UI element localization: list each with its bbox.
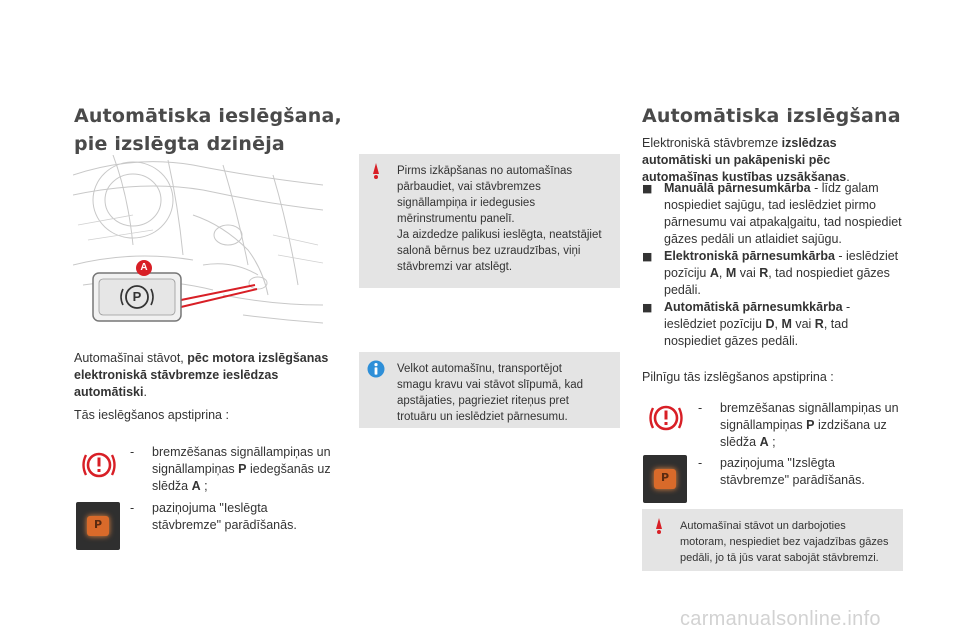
- dashboard-drawing: [73, 155, 323, 330]
- left-intro-paragraph: Automašīnai stāvot, pēc motora izslēgšanas elektroniskā stāvbremze ieslēdzas automātiski.: [74, 351, 329, 399]
- parking-brake-lamp-photo-icon: P: [76, 502, 120, 550]
- brake-warning-lamp-icon: [78, 447, 120, 483]
- parking-brake-switch-illustration: [73, 155, 323, 330]
- callout-label-a: A: [140, 262, 148, 273]
- gearbox-bullet-list: [642, 180, 907, 350]
- info-box-towing: Velkot automašīnu, transportējot smagu kravu vai stāvot slīpumā, kad apstājaties, pagrieziet riteņus pret trotuāru un ieslēdziet pārnesumu.: [359, 352, 620, 428]
- bullet-marker: ■: [642, 250, 653, 263]
- switch-p-symbol: P: [132, 289, 142, 304]
- watermark: carmanualsonline.info: [680, 608, 881, 630]
- warning-box-accelerator: Automašīnai stāvot un darbojoties motoram, nespiediet bez vajadzības gāzes pedāli, jo tā jūs varat sabojāt stāvbremzi.: [642, 509, 903, 571]
- brake-warning-lamp-icon: [645, 400, 687, 436]
- warning-exclamation-icon: [650, 517, 668, 535]
- bullet-electronic-gearbox: ■ Elektroniskā pārnesumkārba - ieslēdziet pozīciju A, M vai R, tad nospiediet gāzes pedāli.: [642, 249, 899, 297]
- warning-exclamation-icon: [367, 162, 385, 180]
- warning-box-before-leaving: Pirms izkāpšanas no automašīnas pārbaudiet, vai stāvbremzes signāllampiņa ir iedegusies mērinstrumentu panelī. Ja aizdedze palikusi ieslēgta, neatstājiet salonā bērnus bez uzraudzības, viņi stāvbremzi var atslēgt.: [359, 154, 620, 288]
- section-title-auto-engage-line2: pie izslēgta dzinēja: [74, 133, 285, 155]
- right-intro-paragraph: Elektroniskā stāvbremze izslēdzas automātiski un pakāpeniski pēc automašīnas kustības uzsākšanas.: [642, 136, 850, 184]
- info-icon: [367, 360, 385, 378]
- bullet-marker: ■: [642, 301, 653, 314]
- section-title-auto-engage-line1: Automātiska ieslēgšana,: [74, 105, 342, 127]
- bullet-marker: ■: [642, 182, 653, 195]
- bullet-automatic-gearbox: ■ Automātiskā pārnesumkkārba - ieslēdziet pozīciju D, M vai R, tad nospiediet gāzes pedāli.: [642, 300, 851, 348]
- parking-brake-lamp-photo-icon: P: [643, 455, 687, 503]
- section-title-auto-release: Automātiska izslēgšana: [642, 105, 901, 127]
- bullet-manual-gearbox: ■ Manuālā pārnesumkārba - līdz galam nospiediet sajūgu, tad ieslēdziet pirmo pārnesumu vai atpakaļgaitu, tad nospiediet gāzes pedāli un atlaidiet sajūgu.: [642, 181, 902, 246]
- left-confirm-text: Tās ieslēgšanos apstiprina :: [74, 408, 229, 422]
- right-confirm-text: Pilnīgu tās izslēgšanos apstiprina :: [642, 370, 834, 384]
